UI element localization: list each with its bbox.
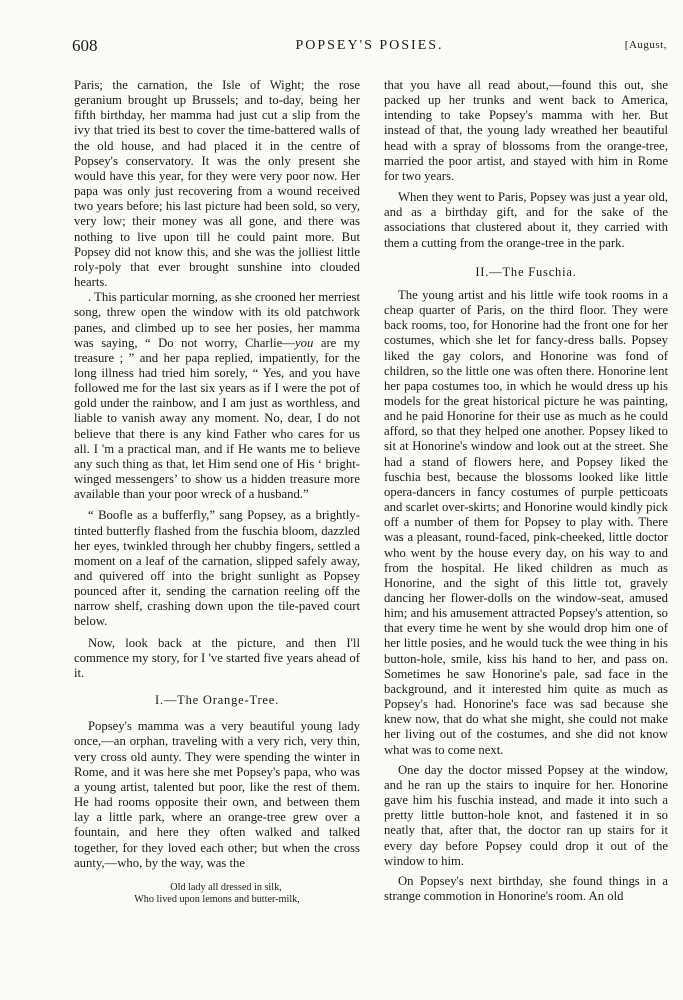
verse-quote: [74, 882, 360, 907]
page-header: [72, 36, 667, 58]
paragraph: that you have all read about,—found this out, she packed up her trunks and went back to America, intending to take Popsey's mamma with her. But instead of that, the young lady wreathed her beautiful head with a spray of blossoms from the orange-tree, married the poor artist, and stayed with him in Rome for two years.: [384, 78, 668, 183]
verse-line: Who lived upon lemons and butter-milk,: [134, 894, 300, 906]
verse-line: Old lady all dressed in silk,: [170, 881, 282, 893]
paragraph: On Popsey's next birthday, she found things in a strange commotion in Honorine's room. An old: [384, 873, 668, 903]
paragraph: Now, look back at the picture, and then I'll commence my story, for I 've started five years ahead of it.: [74, 635, 360, 680]
right-column: [384, 78, 668, 904]
running-month: [August,: [624, 39, 667, 51]
paragraph: One day the doctor missed Popsey at the window, and he ran up the stairs to inquire for her. Honorine gave him his fuschia instead, and made it into such a pretty little button-hole knot, and fastened it in so neatly that, after that, the doctor ran up stairs for it every day before Popsey could drop it out of the window to him.: [384, 762, 668, 868]
paragraph: [74, 290, 360, 502]
paragraph: When they went to Paris, Popsey was just a year old, and as a birthday gift, and for the sake of the associations that clustered about it, they carried with them a cutting from the orange-tree in the park.: [384, 190, 668, 250]
running-title: POPSEY'S POSIES.: [295, 38, 444, 53]
paragraph: “ Boofle as a bufferfly,” sang Popsey, as a brightly-tinted butterfly flashed from the fuschia bloom, dazzled her eyes, twinkled through her chubby fingers, settled a moment on a leaf of the carnation, slipped safely away, and quivered off into the bright sunlight as Popsey pounced after it, sending the carnation reeling off the narrow shelf, crashing down upon the tile-paved court below.: [74, 508, 360, 629]
section-heading: II.—The Fuschia.: [475, 264, 577, 279]
emphasized-word: you: [295, 335, 314, 350]
paragraph-text: are my treasure ; ” and her papa replied, impatiently, for the long illness had tried him sorely, “ Yes, and you have followed me for the last six years as if I were the pot of gold under the rainbow, and I am just as worthless, and liable to vanish away any moment. No, dear, I do not believe that there is any kind Father who cares for us all. I 'm a practical man, and if He wants me to believe any such thing as that, let Him send one of His ‘ bright-winged messengers’ to show us a hidden treasure more available than your poor wreck of a husband.”: [74, 335, 361, 502]
paragraph: Paris; the carnation, the Isle of Wight; the rose geranium brought up Brussels; and to-day, being her fifth birthday, her mamma had just cut a slip from the ivy that tried its best to cover the time-battered walls of the old house, and had placed it in the centre of Popsey's conservatory. It was the only present she would have this year, for they were very poor now. Her papa was only just recovering from a wound received two years before; his last picture had been sold, so very, very low; their money was all gone, and there was nothing to live upon till he could paint more. But Popsey did not know this, and she was the jolliest little roly-poly that ever brought sunshine into clouded hearts.: [74, 78, 360, 290]
paragraph: The young artist and his little wife took rooms in a cheap quarter of Paris, on the third floor. They were back rooms, too, for Honorine had the front one for her costumes, which she let for fancy-dress balls. Popsey liked the gay colors, and Honorine was fond of children, so the little one was often there. Honorine lent her papa costumes too, in which he would dress up his models for the great historical picture he was painting, and he paid Honorine for their use as much as he could afford, so that they helped one another. Popsey liked to sit at Honorine's window and look out at the street. She had a stand of flowers here, and Popsey liked the fuschia best, because the blossoms looked like little opera-dancers in fancy costumes of purple petticoats and scarlet over-skirts; and Honorine would kindly pick off a number of them for Popsey to play with. There was a pleasant, round-faced, pink-cheeked, little doctor who went by the house every day, on his way to and from the hospital. He liked children as much as Honorine, and the sight of this little tot, gravely dancing her flower-dolls on the window-seat, amused him; and his amusement attracted Popsey's attention, so that every time he went by she would drop him one of her little posies, and he would tuck the wee thing in his button-hole, smile, kiss his hand to her, and pass on. Sometimes he saw Honorine's pale, sad face in the background, and it interested him quite as much as Popsey's had. Honorine's face was sad because she knew now, that do what she might, she could not make her living out of the costumes, and she did not know what was to come next.: [384, 287, 668, 757]
left-column: [74, 78, 360, 907]
paragraph-text: . This particular morning, as she crooned her merriest song, threw open the window with its old patchwork panes, and climbed up to see her posies, her mamma was saying, “ Do not worry, Charlie—: [74, 290, 360, 350]
section-heading: I.—The Orange-Tree.: [154, 693, 280, 708]
paragraph: Popsey's mamma was a very beautiful young lady once,—an orphan, traveling with a very rich, very thin, very cross old aunty. They were spending the winter in Rome, and it was here she met Popsey's papa, who was a young artist, talented but poor, like the rest of them. He had rooms opposite their own, and between them lay a little park, where an orange-tree grew over a fountain, and here they often walked and talked together, for they loved each other; but when the cross aunty,—who, by the way, was the: [74, 719, 360, 870]
page-number: 608: [72, 36, 98, 55]
